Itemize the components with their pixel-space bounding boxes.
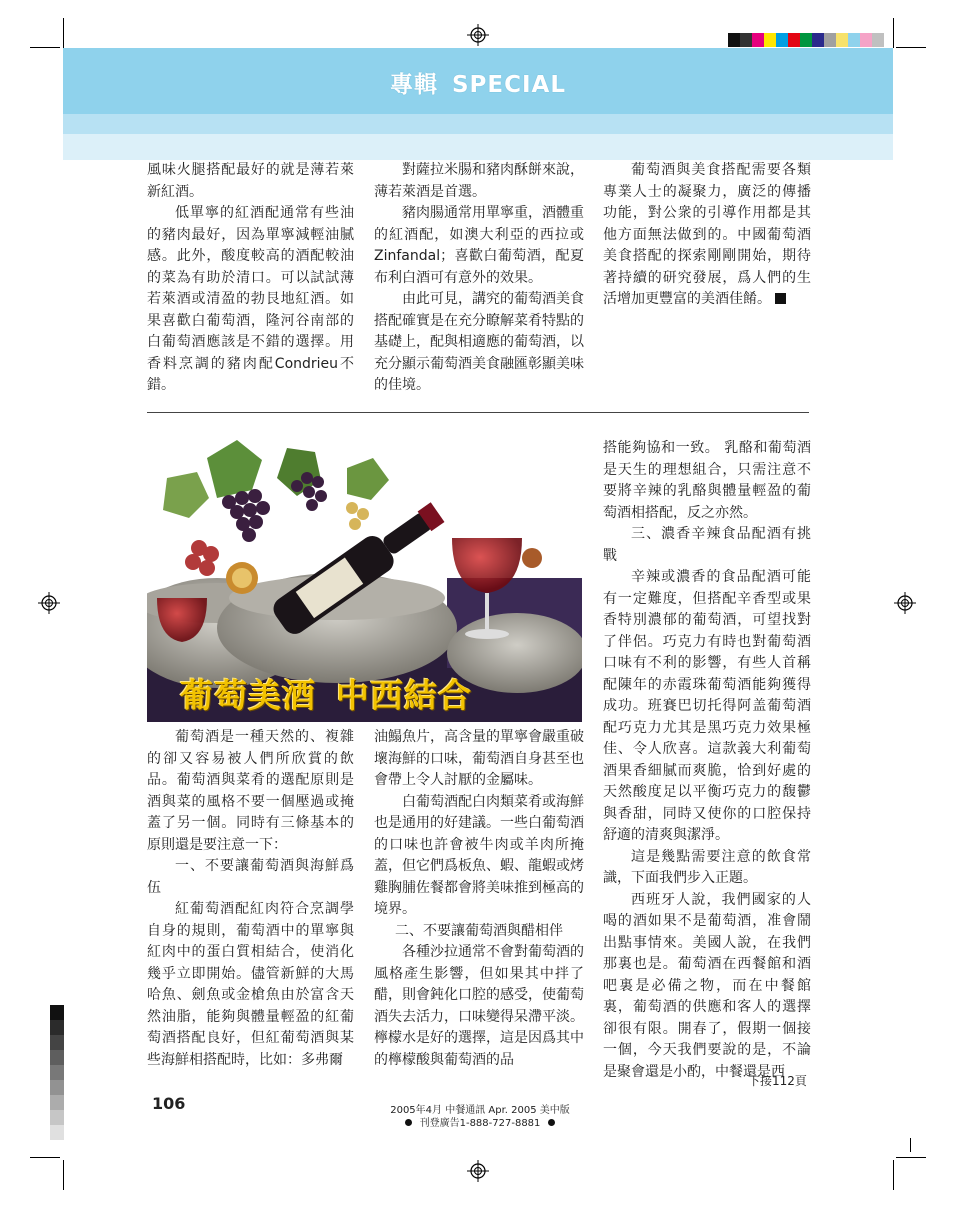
ad-line — [380, 1114, 580, 1129]
color-swatch — [848, 33, 860, 47]
section-header — [63, 66, 893, 99]
gray-swatch — [50, 1065, 64, 1080]
paragraph — [603, 160, 811, 311]
crop-mark — [30, 1157, 60, 1158]
crop-mark — [896, 47, 926, 48]
color-swatch — [764, 33, 776, 47]
registration-mark-icon — [894, 592, 916, 614]
paragraph: 豬肉腸通常用單寧重，酒體重的紅酒配，如澳大利亞的西拉或Zinfandal；喜歡白葡萄酒，配夏布利白酒可有意外的效果。 — [374, 205, 584, 286]
color-swatch — [824, 33, 836, 47]
subheading: 二、不要讓葡萄酒與醋相伴 — [395, 922, 563, 939]
crop-mark — [30, 47, 60, 48]
feature-title-part: 葡萄美酒 — [180, 676, 316, 715]
grayscale-calibration-bar — [50, 1005, 64, 1140]
paragraph: 對薩拉米腸和豬肉酥餅來說，薄若萊酒是首選。 — [374, 162, 584, 200]
color-swatch — [788, 33, 800, 47]
color-swatch — [752, 33, 764, 47]
crop-mark — [910, 1138, 911, 1152]
paragraph: 搭能夠協和一致。 乳酪和葡萄酒是天生的理想組合，只需注意不要將辛辣的乳酪與體量輕盈的葡萄酒相搭配，反之亦然。 — [603, 440, 811, 521]
paragraph: 西班牙人說，我們國家的人喝的酒如果不是葡萄酒，准會鬧出點事情來。美國人說，在我們那裏也是。葡萄酒在西餐館和酒吧裏是必備之物，而在中餐館裏，葡萄酒的供應和客人的選擇卻很有限。開春了，假期一個接一個，今天我們要說的是，不論是聚會還是小酌，中餐還是西 — [603, 891, 811, 1080]
paragraph: 風味火腿搭配最好的就是薄若萊新紅酒。 — [147, 162, 354, 200]
gray-swatch — [50, 1080, 64, 1095]
bullet-icon — [548, 1119, 555, 1126]
section-title-zh: 專輯 — [389, 72, 438, 98]
paragraph: 低單寧的紅酒配通常有些油的豬肉最好，因為單寧減輕油膩感。此外，酸度較高的酒配較油的菜為有助於清口。可以試試薄若萊酒或清盈的勃艮地紅酒。如果喜歡白葡萄酒，隆河谷南部的白葡萄酒應該是不錯的選擇。用香料烹調的豬肉配Condrieu不錯。 — [147, 205, 354, 393]
color-swatch — [728, 33, 740, 47]
color-swatch — [860, 33, 872, 47]
gray-swatch — [50, 1050, 64, 1065]
paragraph: 油鰨魚片，高含量的單寧會嚴重破壞海鮮的口味，葡萄酒自身甚至也會帶上令人討厭的金屬味。 — [374, 729, 584, 788]
crop-mark — [893, 18, 894, 48]
crop-mark — [63, 18, 64, 48]
color-swatch — [740, 33, 752, 47]
color-swatch — [836, 33, 848, 47]
text-column — [147, 160, 354, 397]
crop-mark — [896, 1157, 926, 1158]
feature-title-part: 中西結合 — [336, 676, 472, 715]
text-column — [603, 438, 811, 1083]
header-band-stripe — [63, 134, 893, 160]
subheading: 三、濃香辛辣食品配酒有挑戰 — [603, 526, 811, 564]
paragraph: 辛辣或濃香的食品配酒可能有一定難度，但搭配辛香型或果香特別濃郁的葡萄酒，可望找對了伴侶。巧克力有時也對葡萄酒口味有不利的影響，有些人首稱配陳年的赤霞珠葡萄酒能夠獲得成功。班賽巴切托得阿盖葡萄酒配巧克力尤其是黑巧克力效果極佳、令人欣喜。這款義大利葡萄酒果香細膩而爽脆，恰到好處的天然酸度足以平衡巧克力的馥鬱與香甜，同時又使你的口腔保持舒適的清爽與潔淨。 — [603, 569, 811, 843]
registration-mark-icon — [38, 592, 60, 614]
color-swatch — [776, 33, 788, 47]
color-swatch — [800, 33, 812, 47]
end-of-article-mark — [775, 293, 786, 304]
gray-swatch — [50, 1005, 64, 1020]
section-title-en: SPECIAL — [451, 72, 567, 98]
crop-mark — [893, 1160, 894, 1190]
paragraph: 由此可見，講究的葡萄酒美食搭配確實是在充分瞭解菜肴特點的基礎上，配與相適應的葡萄酒，以充分顯示葡萄酒美食融匯彰顯美味的佳境。 — [374, 291, 584, 393]
bullet-icon — [405, 1119, 412, 1126]
color-swatch — [872, 33, 884, 47]
subheading: 一、不要讓葡萄酒與海鮮爲伍 — [147, 858, 354, 896]
paragraph-text: 葡萄酒與美食搭配需要各類專業人士的凝聚力，廣泛的傳播功能，對公衆的引導作用都是其他方面無法做到的。中國葡萄酒美食搭配的探索剛剛開始，期待著持續的研究發展，爲人們的生活增加更豐富的美酒佳餚。 — [603, 162, 811, 307]
registration-mark-icon — [467, 1160, 489, 1182]
feature-title — [180, 670, 472, 717]
header-band-stripe — [63, 114, 893, 134]
gray-swatch — [50, 1095, 64, 1110]
text-column — [374, 727, 584, 1071]
crop-mark — [63, 1160, 64, 1190]
text-column — [374, 160, 584, 397]
gray-swatch — [50, 1035, 64, 1050]
gray-swatch — [50, 1020, 64, 1035]
gray-swatch — [50, 1125, 64, 1140]
registration-mark-icon — [467, 24, 489, 46]
color-swatch — [812, 33, 824, 47]
text-column — [147, 727, 354, 1071]
text-column — [603, 160, 811, 311]
issue-line: 2005年4月 中餐通訊 Apr. 2005 美中版 — [390, 1105, 570, 1116]
paragraph: 這是幾點需要注意的飲食常識，下面我們步入正題。 — [603, 848, 811, 886]
paragraph: 紅葡萄酒配紅肉符合烹調學自身的規則，葡萄酒中的單寧與紅肉中的蛋白質相結合，使消化幾乎立即開始。儘管新鮮的大馬哈魚、劍魚或金槍魚由於富含天然油脂，能夠與體量輕盈的紅葡萄酒搭配良好，但紅葡萄酒與某些海鮮相搭配時，比如：多弗爾 — [147, 901, 354, 1068]
section-divider — [147, 412, 809, 413]
gray-swatch — [50, 1110, 64, 1125]
paragraph: 葡萄酒是一種天然的、複雜的卻又容易被人們所欣賞的飲品。葡萄酒與菜肴的選配原則是酒與菜的風格不要一個壓過或掩蓋了另一個。同時有三條基本的原則還是要注意一下： — [147, 729, 354, 853]
color-calibration-bar — [728, 33, 884, 47]
paragraph: 各種沙拉通常不會對葡萄酒的風格產生影響，但如果其中拌了醋，則會鈍化口腔的感受，使葡萄酒失去活力，口味變得呆滯平淡。檸檬水是好的選擇，這是因爲其中的檸檬酸與葡萄酒的品 — [374, 944, 584, 1068]
page-number: 106 — [152, 1094, 186, 1113]
paragraph: 白葡萄酒配白肉類菜肴或海鮮也是通用的好建議。一些白葡萄酒的口味也許會被牛肉或羊肉所掩蓋，但它們爲板魚、蝦、龍蝦或烤雞胸脯佐餐都會將美味推到極高的境界。 — [374, 793, 584, 917]
ad-phone: 刊登廣告1-888-727-8881 — [419, 1118, 541, 1129]
continued-note: 下接112頁 — [748, 1074, 807, 1088]
